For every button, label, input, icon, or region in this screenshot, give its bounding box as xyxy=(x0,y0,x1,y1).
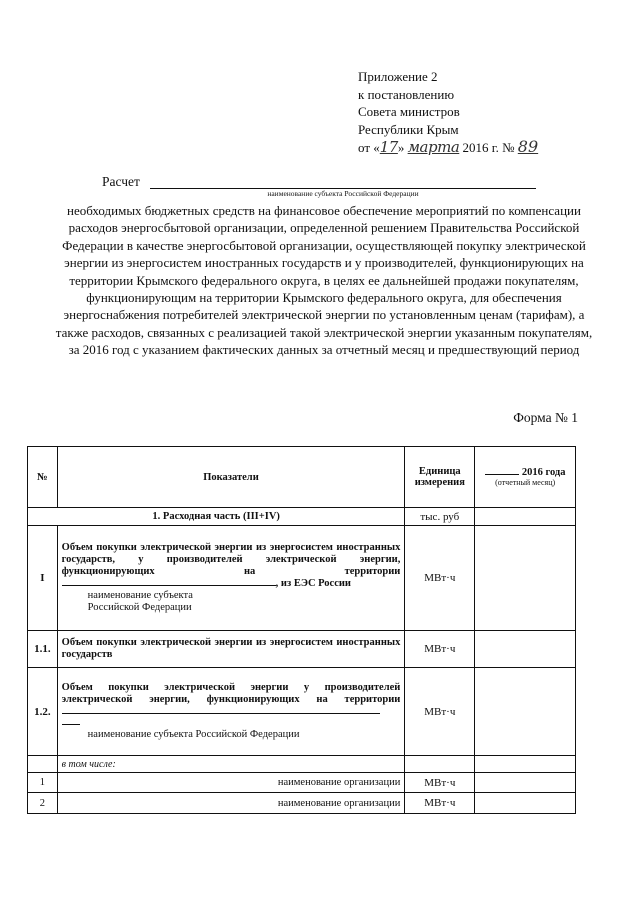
date-prefix: от « xyxy=(358,140,380,155)
row-num: 2 xyxy=(28,793,58,814)
row-value xyxy=(475,793,576,814)
appendix-line-4: Республики Крым xyxy=(358,121,459,137)
row-indicator xyxy=(57,526,405,631)
year-blank-line xyxy=(485,474,519,475)
row-note-2: Российской Федерации xyxy=(87,601,192,613)
row-unit: МВт·ч xyxy=(405,773,475,793)
fill-line xyxy=(62,585,276,586)
row-text: Объем покупки электрической энергии у производителей электрической энергии, функционирующих на территории xyxy=(61,681,401,705)
handwritten-month: марта xyxy=(407,138,460,156)
header-no: № xyxy=(28,447,58,508)
expense-unit: тыс. руб xyxy=(405,508,475,526)
header-indicator: Показатели xyxy=(57,447,405,508)
indicators-table xyxy=(27,446,576,814)
table-row xyxy=(28,631,576,668)
header-unit-2: измерения xyxy=(414,477,465,488)
appendix-line-2: к постановлению xyxy=(358,86,455,102)
handwritten-day: 17 xyxy=(379,138,398,156)
table-header-row xyxy=(28,447,576,508)
row-unit: МВт·ч xyxy=(405,526,475,631)
table-row xyxy=(28,793,576,814)
row-num: 1.1. xyxy=(28,631,58,668)
row-tail xyxy=(62,578,401,590)
row-unit: МВт·ч xyxy=(405,668,475,756)
subject-note: наименование субъекта Российской Федерации xyxy=(267,189,419,198)
expense-label: 1. Расходная часть (III+IV) xyxy=(28,508,405,526)
table-row xyxy=(28,756,576,773)
appendix-date-line xyxy=(358,138,538,157)
row-indicator xyxy=(57,631,405,668)
row-org: наименование организации xyxy=(57,793,405,814)
appendix-line-1: Приложение 2 xyxy=(358,69,438,84)
fill-line-short xyxy=(62,724,80,725)
row-num: I xyxy=(28,526,58,631)
row-unit: МВт·ч xyxy=(405,631,475,668)
row-note: наименование субъекта Российской Федерации xyxy=(87,729,300,741)
incl-value xyxy=(475,756,576,773)
calc-label: Расчет xyxy=(102,174,140,189)
handwritten-number: 89 xyxy=(517,137,539,156)
row-org: наименование организации xyxy=(57,773,405,793)
appendix-line-3: Совета министров xyxy=(358,104,460,119)
header-year xyxy=(475,447,576,508)
incl-unit xyxy=(405,756,475,773)
incl-num xyxy=(28,756,58,773)
form-number: Форма № 1 xyxy=(513,410,578,425)
row-text: Объем покупки электрической энергии из энергосистем иностранных государств, у производителей электрической энергии, функционирующих на территории xyxy=(61,542,401,577)
row-value xyxy=(475,773,576,793)
date-mid: » xyxy=(397,140,405,155)
header-year-sub: (отчетный месяц) xyxy=(495,478,556,487)
expense-value xyxy=(475,508,576,526)
row-note-1: наименование субъекта xyxy=(87,589,193,601)
row-text: Объем покупки электрической энергии из энергосистем иностранных государств xyxy=(61,637,401,660)
appendix-block xyxy=(358,68,538,157)
date-year: 2016 г. № xyxy=(462,140,515,155)
table-row xyxy=(28,668,576,756)
row-tail-text: , из ЕЭС России xyxy=(275,577,351,589)
row-unit: МВт·ч xyxy=(405,793,475,814)
row-num: 1 xyxy=(28,773,58,793)
header-unit xyxy=(405,447,475,508)
header-year-text: 2016 года xyxy=(521,467,566,478)
header-year-label xyxy=(479,467,571,478)
row-value xyxy=(475,631,576,668)
table-row xyxy=(28,526,576,631)
row-value xyxy=(475,526,576,631)
incl-label: в том числе: xyxy=(57,756,405,773)
header-unit-1: Единица xyxy=(418,466,461,477)
row-fill xyxy=(62,706,401,718)
table-row xyxy=(28,773,576,793)
row-num: 1.2. xyxy=(28,668,58,756)
table-row xyxy=(28,508,576,526)
row-fill-2 xyxy=(62,717,401,729)
row-indicator xyxy=(57,668,405,756)
intro-paragraph: необходимых бюджетных средств на финансовое обеспечение мероприятий по компенсации расходов энергосбытовой организации, определенной решением Правительства Российской Федерации в качестве энергосбытовой организации, осуществляющей покупку электрической энергии из энергосистем иностранных государств и у производителей, функционирующих на территории Крымского федерального округа, в целях ее дальнейшей продажи покупателям, функционирующим на территории Крымского федерального округа, для обеспечения энергоснабжения потребителей электрической энергии по установленным ценам (тарифам), а также расходов, связанных с реализацией такой электрической энергии указанным покупателям, за 2016 год с указанием фактических данных за отчетный месяц и предшествующий период xyxy=(55,203,593,358)
row-value xyxy=(475,668,576,756)
fill-line xyxy=(62,713,380,714)
